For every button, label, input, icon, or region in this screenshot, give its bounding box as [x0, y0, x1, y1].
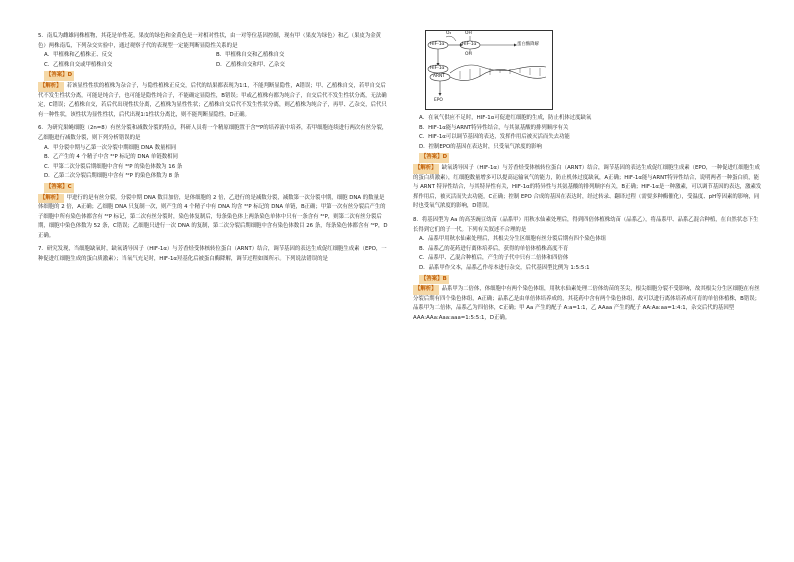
q5-option-d: D．乙植株自交和甲、乙杂交	[216, 61, 285, 68]
q7-stem: 7．研究发现，当细胞缺氧时，缺氧诱导因子（HIF-1α）与芳香烃受体核转位蛋白（ARNT）结合，调节基因的表达生成促红细胞生成素（EPO，一种促进红细胞生成的蛋白质激素）；当氧气充足时，HIF-1α羟基化后被蛋白酶降解，调节过程如图所示。下列说法错误的是	[38, 246, 387, 263]
q6-explanation	[38, 194, 388, 242]
q7-options	[413, 114, 763, 152]
q7-explain-tag: 【解析】	[413, 164, 439, 174]
q8-option-a: A．品系甲用秋水仙素处理后，其根尖分生区细胞有丝分裂后期有四个染色体组	[419, 236, 606, 243]
q8-explain-tag: 【解析】	[413, 285, 439, 295]
q6-explain-tag: 【解析】	[38, 194, 64, 204]
q5-explanation	[38, 82, 388, 120]
q8-option-d: D．品系甲作父本，品系乙作母本进行杂交，后代基因型比例为 1:5:5:1	[419, 264, 590, 271]
q6-stem: 6．为研究果蝇细胞（2n=8）有丝分裂和减数分裂的特点，科研人员将一个精原细胞置于含³²P的培养液中培养，若甲细胞连续进行两次有丝分裂，乙细胞进行减数分裂，则下列分析错误的是	[38, 125, 388, 141]
q5-answer: 【答案】D	[44, 71, 74, 81]
q6-options	[38, 144, 388, 182]
q5-option-c: C．乙植株自交或甲植株自交	[44, 61, 113, 68]
left-column	[38, 30, 388, 265]
q5-option-a: A．甲植株和乙植株正、反交	[44, 52, 113, 59]
diagram-label-epo: EPO	[434, 98, 443, 103]
q7-option-c: C．HIF-1α可以调节基因的表达，发挥作用后被灭活而失去功能	[419, 134, 570, 141]
diagram-label-arnt: ARNT	[433, 74, 446, 79]
diagram-label-hif-a: HIF-1α	[430, 42, 445, 47]
q7-option-b: B．HIF-1α能与ARNT特异性结合，与其氨基酸的排列顺序有关	[419, 124, 569, 131]
q7-answer: 【答案】D	[419, 153, 449, 163]
q5-options	[38, 51, 388, 70]
q6-option-d: D．乙第二次分裂后期细胞中含有 ³²P 的染色体数为 8 条	[44, 173, 180, 180]
diagram-label-oh-bottom: OH	[465, 52, 472, 57]
q8-option-b: B．品系乙的花药进行离体培养后，获得的单倍体植株高度不育	[419, 245, 569, 252]
diagram-label-degrade: 蛋白酶降解	[517, 42, 539, 47]
hif-regulation-diagram	[425, 30, 553, 110]
q6-answer: 【答案】C	[44, 183, 74, 193]
diagram-label-hif-c: HIF-1α	[430, 66, 445, 71]
q5-explain-text: 若该显性性状的植株为杂合子，与隐性植株正反交，后代的结果都表现为1∶1，不能判断显隐性，A错误；甲、乙植株自交，若甲自交后代不发生性状分离，可能是纯合子，也可能是隐性纯合子，不能确定显隐性，B错误；甲或乙植株有都为纯合子，自交后代不发生性状分离，无法确定，C错误；乙植株自交，若后代出现性状分离，乙植株为显性性状；乙植株自交后代不发生性状分离，则乙植株为纯合子，再甲、乙杂交，后代只有一种性状，该性状为显性性状，后代出现1∶1性状分离比，则不能判断显隐性，D正确。	[38, 82, 387, 118]
q8-answer: 【答案】B	[419, 275, 449, 285]
q8-option-c: C．品系甲、乙混合种植后，产生的子代中只有二倍体和四倍体	[419, 255, 569, 262]
q7-option-d: D．控制EPO的基因在表达时，只受氧气浓度的影响	[419, 143, 542, 150]
q6-option-a: A．甲分裂中期与乙第一次分裂中期细胞 DNA 数量相同	[44, 144, 177, 151]
q5-option-b: B．甲植株自交和乙植株自交	[216, 52, 285, 59]
diagram-label-o2: O₂	[446, 31, 452, 36]
q7-option-a: A．在氧气供应不足时，HIF-1α可促进红细胞的生成，防止机体过度缺氧	[419, 115, 592, 121]
q6-explain-text: 甲进行的是有丝分裂，分裂中期 DNA 数目加倍，是体细胞的 2 倍，乙进行的是减数分裂，减数第一次分裂中期，细胞 DNA 的数量是体细胞的 2 倍，A正确；乙细胞 DNA 只复制一次，则产生的 4 个精子中有 DNA 均含 ³²P 标记的 DNA 单链，B正确；甲第一次有丝分裂后产生的子细胞中所有染色体都含有 ³²P 标记，第二次有丝分裂时，染色体复制后，每条染色体上两条染色单体中只有一条含有 ³²P，则第二次有丝分裂后期，细胞中染色体数为 52 条，C错误；乙细胞只进行一次 DNA 的复制，第二次分裂后期细胞中含有染色体数目 26 条，每条染色体都含有 ³²P，D正确。	[38, 194, 388, 239]
q5-explain-tag: 【解析】	[38, 82, 64, 92]
q7-explanation	[413, 164, 763, 212]
q6-option-b: B．乙产生的 4 个精子中含 ³²P 标记的 DNA 单链数相同	[44, 154, 178, 161]
q7-explain-text: 缺氧诱导因子（HIF-1α）与芳香烃受体核转位蛋白（ARNT）结合，调节基因的表达生成促红细胞生成素（EPO，一种促进红细胞生成的蛋白质激素），红细胞数量增多可以提高运输氧气的能力，防止机体过度缺氧，A正确；HIF-1α能与ARNT特异性结合，说明两者一种蛋白质，能与 ARNT 特异性结合，与其特异性有关，HIF-1α的特异性与其氨基酸的排列顺序有关，B正确；HIF-1α是一种激素，可以调节基因的表达，激素发挥作用后，被灭活而失去功能，C正确；控制 EPO 合成的基因在表达时，经过转录、翻译过程（需要多种酶催化），受温度、pH等因素的影响，同时也受氧气浓度的影响，D错误。	[413, 164, 762, 210]
right-column	[413, 30, 763, 323]
q8-explain-text: 品系甲为二倍体，体细胞中有两个染色体组，用秋水仙素处理二倍体幼苗的茎尖，根尖细胞分裂不受影响，故其根尖分生区细胞在有丝分裂后期有四个染色体组，A正确；品系乙是由单倍体培养成的，其花药中含有两个染色体组，故可以进行离体培养成可育的单倍体植株，B错误；品系甲为二倍体，品系乙为四倍体，C正确；甲 Aa 产生的配子 A:a=1:1，乙 AAaa 产生的配子 AA:Aa:aa=1:4:1，杂交后代的基因型 AAA:AAa:Aaa:aaa=1:5:5:1，D正确。	[413, 286, 760, 321]
q8-explanation	[413, 285, 763, 323]
q8-options	[413, 235, 763, 273]
diagram-label-hif-b: HIF-1α	[462, 42, 477, 47]
q8-stem: 8．将基因型为 Aa 的高茎豌豆幼苗（品系甲）用秋水仙素处理后，得到四倍体植株幼苗（品系乙），将品系甲、品系乙混合种植，在自然状态下生长得到它们的子一代。下列有关叙述不合理的是	[413, 216, 759, 233]
q6-option-c: C．甲第二次分裂后期细胞中含有 ³²P 的染色体数为 16 条	[44, 163, 183, 170]
q5-stem: 5．南瓜为雌雄同株植物，其花是单性花，果皮的绿色和金黄色是一对相对性状，由一对等位基因控制，现有甲（果皮为绿色）和乙（果皮为金黄色）两株南瓜，下列杂交实验中，通过观察子代的表现型一定能判断显隐性关系的是	[38, 33, 382, 49]
diagram-label-oh-top: OH	[465, 31, 472, 36]
